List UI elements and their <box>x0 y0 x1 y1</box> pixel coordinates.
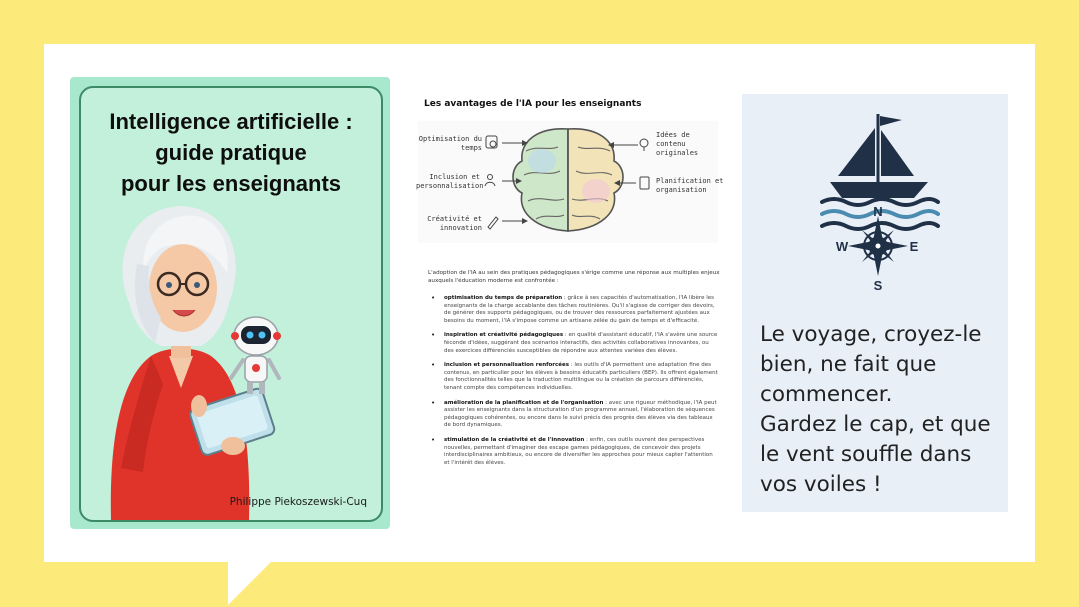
brain-icon <box>513 129 623 231</box>
infographic-title: Les avantages de l'IA pour les enseignants <box>424 99 642 109</box>
quote-line: vos voiles ! <box>760 472 882 497</box>
infographic-intro: L'adoption de l'IA au sein des pratiques pédagogiques s'érige comme une réponse aux multiples enjeux auxquels l'éducation moderne est confrontée : <box>428 270 720 284</box>
brain-diagram <box>416 121 724 243</box>
cover-title-line: guide pratique <box>155 140 307 165</box>
compass-n: N <box>873 204 883 219</box>
compass-rose-icon <box>848 216 908 276</box>
cover-title-line: pour les enseignants <box>120 171 342 196</box>
label-planification: Planification et organisation <box>656 177 724 194</box>
list-item <box>428 295 720 325</box>
bullet-title: stimulation de la créativité et de l'innovation <box>444 436 585 443</box>
clock-icon <box>486 136 497 148</box>
bullet-title: optimisation du temps de préparation <box>444 295 563 301</box>
label-idees: Idées de contenu originales <box>656 131 699 157</box>
list-item <box>428 362 720 392</box>
speech-bubble-tail <box>228 561 272 605</box>
bullet-title: amélioration de la planification et de l'organisation <box>444 399 604 406</box>
benefits-list <box>428 295 720 474</box>
quote-text <box>760 320 1004 500</box>
people-icon <box>485 175 495 187</box>
bullet-text: : avec une rigueur méthodique, l'IA peut assister les enseignants dans la structuration d'un programme annuel, l'élaboration de séquences pédagogiques cohérentes, ou encore dans le suivi précis des progrès des élèves via des tableaux de bord dynamiques. <box>444 399 717 429</box>
cover-title-line: Intelligence artificielle : <box>109 109 353 134</box>
robot-icon <box>231 317 281 394</box>
compass-e: E <box>909 239 919 254</box>
pencil-icon <box>488 217 498 229</box>
lightbulb-icon <box>640 139 648 151</box>
list-item <box>428 332 720 355</box>
cover-frame <box>79 86 383 522</box>
compass-w: W <box>835 239 849 254</box>
quote-line: le vent souffle dans <box>760 442 972 467</box>
quote-line: Le voyage, croyez-le <box>760 322 982 347</box>
quote-card <box>742 94 1008 512</box>
bullet-text: : en qualité d'assistant éducatif, l'IA s'avère une source féconde d'idées, suggérant des scénarios interactifs, des activités collaboratives innovantes, ou des exercices différenciés susceptibles de répondre aux attentes variées des élèves. <box>444 332 718 354</box>
cover-author: Philippe Piekoszewski-Cuq <box>229 496 367 508</box>
label-optimisation: Optimisation du temps <box>418 135 482 152</box>
label-creativite: Créativité et innovation <box>427 215 482 232</box>
book-cover <box>70 77 390 529</box>
sailboat-icon <box>830 114 928 198</box>
clipboard-icon <box>640 177 649 189</box>
bullet-text: : enfin, ces outils ouvrent des perspectives nouvelles, permettant d'imaginer des escape games pédagogiques, de concevoir des projets interdisciplinaires ambitieux, ou encore de diversifier les approches pour mieux capter l'attention et l'intérêt des élèves. <box>444 436 713 466</box>
quote-line: commencer. <box>760 382 893 407</box>
compass-s: S <box>873 278 883 293</box>
label-inclusion: Inclusion et personnalisation <box>416 173 484 190</box>
list-item <box>428 400 720 430</box>
quote-line: bien, ne fait que <box>760 352 937 377</box>
sailboat-compass-illustration <box>742 94 1008 304</box>
bullet-text: : les outils d'IA permettent une adaptation fine des contenus, en particulier pour les élèves à besoins éducatifs particuliers (BEP). Ils offrent également des fonctionnalités telles que la traduction multilingue ou la création de parcours différenciés, tenant compte des compétences individuelles. <box>444 362 718 391</box>
bullet-title: inspiration et créativité pédagogiques <box>444 332 564 339</box>
infographic <box>398 77 738 529</box>
bullet-title: inclusion et personnalisation renforcées <box>444 362 569 369</box>
quote-line: Gardez le cap, et que <box>760 412 991 437</box>
teacher-robot-illustration <box>81 88 381 520</box>
bullet-text: : grâce à ses capacités d'automatisation, l'IA libère les enseignants de la charge accablante des tâches routinières. Qu'il s'agisse de corriger des devoirs, de générer des supports pédagogiques, ou de trouver des ressources parfaitement ajustées aux besoins du moment, l'IA s'impose comme un artisane zélée du gain de temps et d'efficacité. <box>444 295 715 324</box>
list-item <box>428 437 720 467</box>
